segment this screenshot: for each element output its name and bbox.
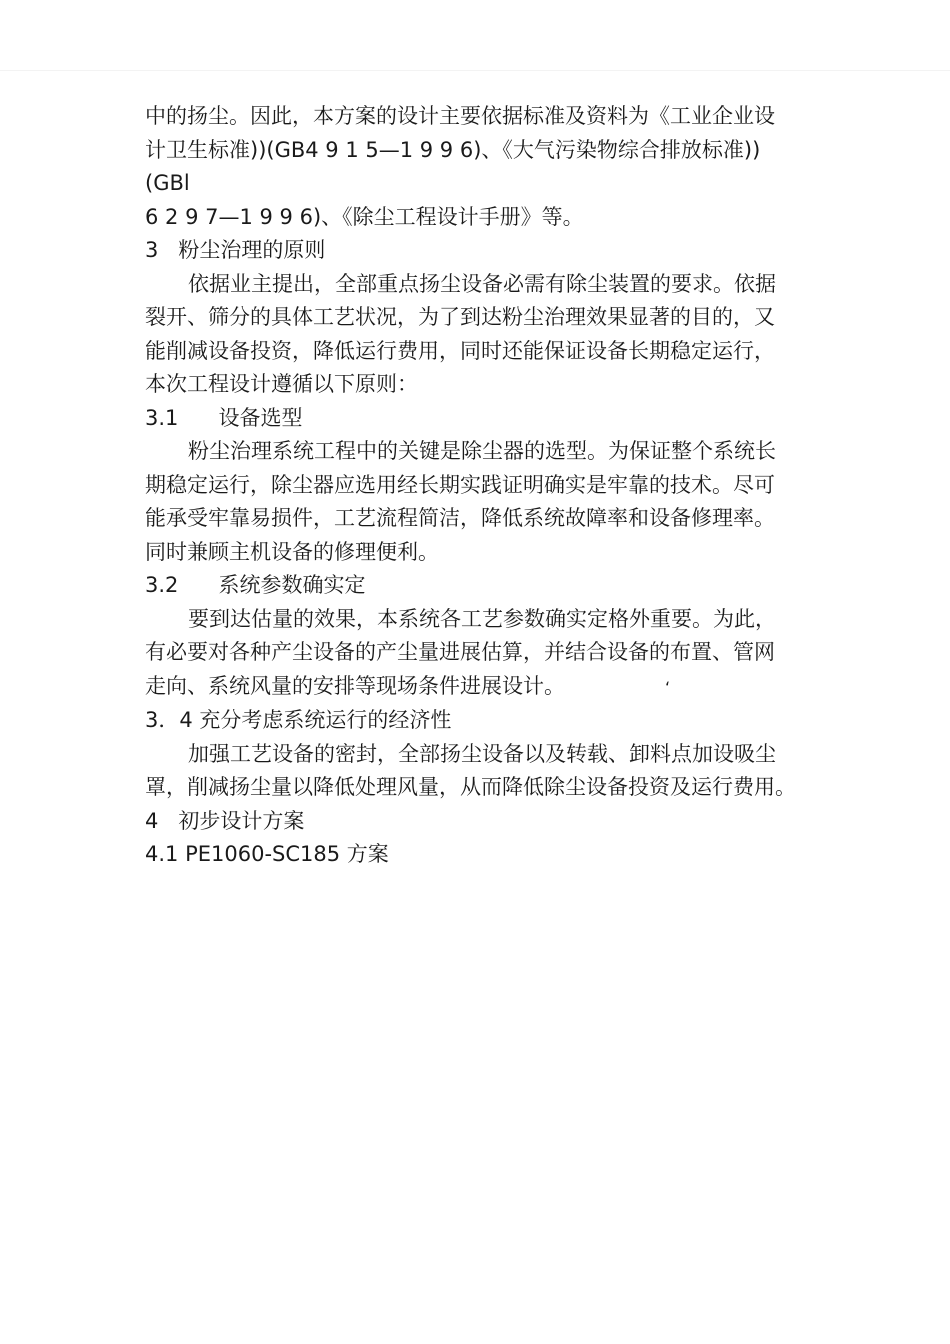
paragraph-line	[145, 670, 825, 705]
section-heading-4: 4 初步设计方案	[145, 808, 305, 833]
stray-mark: ‘	[665, 677, 671, 697]
document-body	[145, 100, 825, 872]
paragraph-line: 能承受牢靠易损件，工艺流程简洁，降低系统故障率和设备修理率。	[145, 506, 775, 530]
page-top-rule	[0, 70, 950, 71]
section-3-2-paragraph	[145, 603, 825, 705]
paragraph-line: 裂开、筛分的具体工艺状况，为了到达粉尘治理效果显著的目的，又	[145, 305, 775, 329]
paragraph-line-text: 走向、系统风量的安排等现场条件进展设计。	[145, 673, 565, 698]
section-heading-3: 3 粉尘治理的原则	[145, 238, 326, 262]
paragraph-line: 同时兼顾主机设备的修理便利。	[145, 539, 439, 564]
section-heading-3-2: 3.2 系统参数确实定	[145, 573, 366, 597]
intro-paragraph	[145, 100, 825, 234]
paragraph-line: 能削减设备投资，降低运行费用，同时还能保证设备长期稳定运行，	[145, 338, 775, 363]
paragraph-line: (GBl	[145, 171, 190, 195]
paragraph-line: 期稳定运行，除尘器应选用经长期实践证明确实是牢靠的技术。尽可	[145, 472, 775, 497]
section-heading-4-1: 4.1 PE1060-SC185 方案	[145, 842, 389, 866]
section-heading-3-1: 3.1 设备选型	[145, 405, 303, 430]
paragraph-line: 加强工艺设备的密封，全部扬尘设备以及转载、卸料点加设吸尘	[188, 741, 776, 766]
section-heading-3-4: 3．4 充分考虑系统运行的经济性	[145, 708, 452, 732]
paragraph-line: 依据业主提出，全部重点扬尘设备必需有除尘装置的要求。依据	[188, 271, 776, 296]
paragraph-line: 计卫生标准))(GB4 9 1 5—1 9 9 6)、《大气污染物综合排放标准))	[145, 137, 761, 162]
paragraph-line: 6 2 9 7—1 9 9 6)、《除尘工程设计手册》等。	[145, 204, 584, 229]
paragraph-line: 中的扬尘。因此，本方案的设计主要依据标准及资料为《工业企业设	[145, 104, 775, 128]
paragraph-line: 有必要对各种产尘设备的产尘量进展估算，并结合设备的布置、管网	[145, 640, 775, 664]
paragraph-line: 要到达估量的效果，本系统各工艺参数确实定格外重要。为此，	[188, 606, 776, 631]
section-3-1-paragraph	[145, 435, 825, 569]
paragraph-line: 罩，削减扬尘量以降低处理风量，从而降低除尘设备投资及运行费用。	[145, 775, 796, 799]
paragraph-line: 本次工程设计遵循以下原则：	[145, 372, 418, 396]
section-3-paragraph	[145, 268, 825, 402]
section-3-4-paragraph	[145, 738, 825, 805]
paragraph-line: 粉尘治理系统工程中的关键是除尘器的选型。为保证整个系统长	[188, 439, 776, 463]
